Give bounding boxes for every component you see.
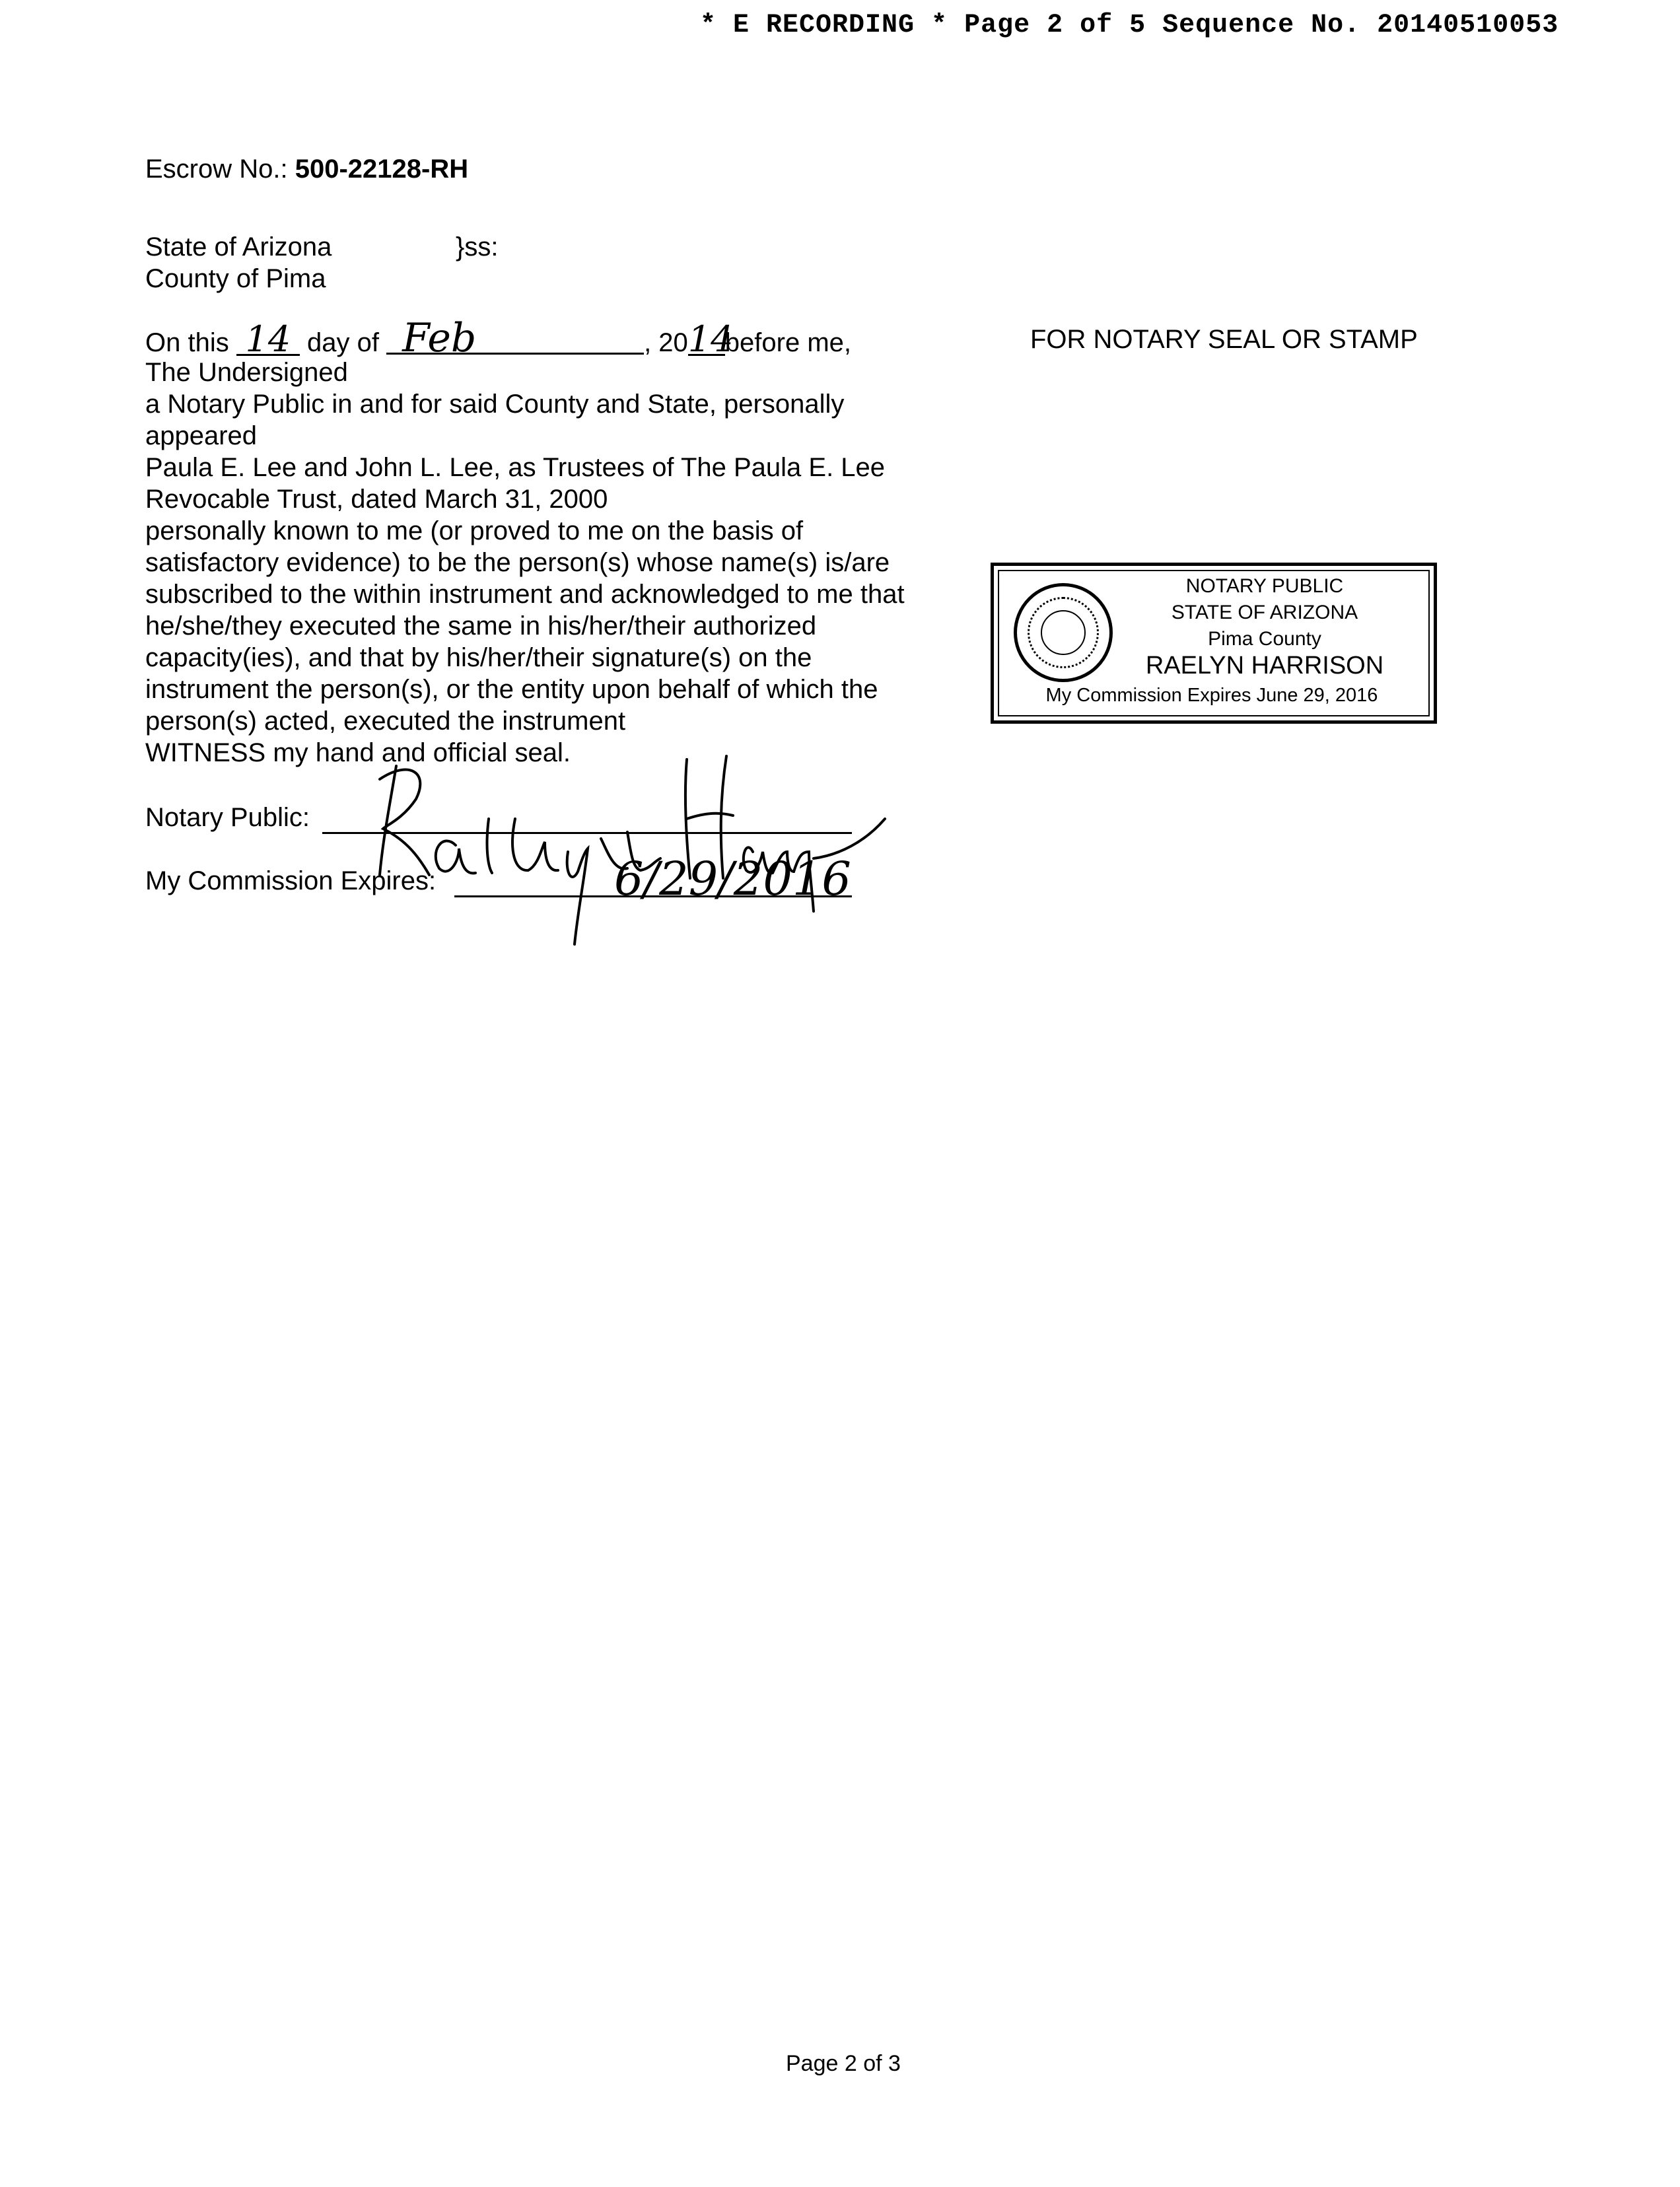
notary-signature-image [317, 720, 898, 944]
escrow-line [145, 153, 468, 185]
stamp-title: NOTARY PUBLIC [1185, 575, 1344, 597]
stamp-county: Pima County [1208, 628, 1321, 650]
body-line-1: personally known to me (or proved to me on the basis of [145, 516, 804, 545]
body-line-5: capacity(ies), and that by his/her/their signature(s) on the [145, 643, 812, 672]
day-of-label: day of [306, 328, 379, 357]
venue-ss: }ss: [456, 232, 499, 261]
stamp-expiration: My Commission Expires June 29, 2016 [1045, 685, 1378, 706]
commission-label: My Commission Expires: [145, 866, 437, 895]
seal-core [1041, 610, 1086, 655]
stamp-notary-name: RAELYN HARRISON [1145, 652, 1384, 679]
party-line-2: Revocable Trust, dated March 31, 2000 [145, 485, 608, 514]
commission-handwritten-date: 6/29/2016 [614, 852, 851, 906]
notary-stamp [991, 563, 1437, 724]
day-field: 14 [236, 325, 300, 356]
body-line-2: satisfactory evidence) to be the person(s) whose name(s) is/are [145, 548, 890, 577]
before-me-label: before me, [724, 328, 851, 357]
page-footer: Page 2 of 3 [786, 2051, 901, 2076]
notary-line: a Notary Public in and for said County and State, personally [145, 390, 845, 419]
recording-header: * E RECORDING * Page 2 of 5 Sequence No. 20140510053 [700, 11, 1559, 40]
body-line-4: he/she/they executed the same in his/her/their authorized [145, 611, 817, 641]
state-seal-icon [1014, 583, 1113, 682]
acknowledgment-date-line [145, 315, 851, 361]
notary-public-label: Notary Public: [145, 803, 310, 832]
seal-area-heading: FOR NOTARY SEAL OR STAMP [1030, 325, 1418, 354]
party-line-1: Paula E. Lee and John L. Lee, as Trustees of The Paula E. Lee [145, 453, 886, 482]
year-prefix: , 20 [644, 328, 688, 357]
escrow-label: Escrow No.: [145, 155, 288, 184]
stamp-state: STATE OF ARIZONA [1171, 602, 1358, 623]
month-field: Feb [386, 324, 644, 355]
body-line-3: subscribed to the within instrument and acknowledged to me that [145, 580, 905, 609]
venue-county: County of Pima [145, 264, 326, 293]
body-line-7: person(s) acted, executed the instrument [145, 707, 626, 736]
undersigned-line: The Undersigned [145, 358, 348, 387]
escrow-number: 500-22128-RH [295, 155, 469, 184]
body-line-6: instrument the person(s), or the entity upon behalf of which the [145, 675, 878, 704]
year-field: 14 [687, 318, 734, 360]
on-this-label: On this [145, 328, 229, 357]
venue-state: State of Arizona [145, 232, 332, 261]
appeared-line: appeared [145, 421, 258, 450]
witness-line: WITNESS my hand and official seal. [145, 738, 571, 767]
